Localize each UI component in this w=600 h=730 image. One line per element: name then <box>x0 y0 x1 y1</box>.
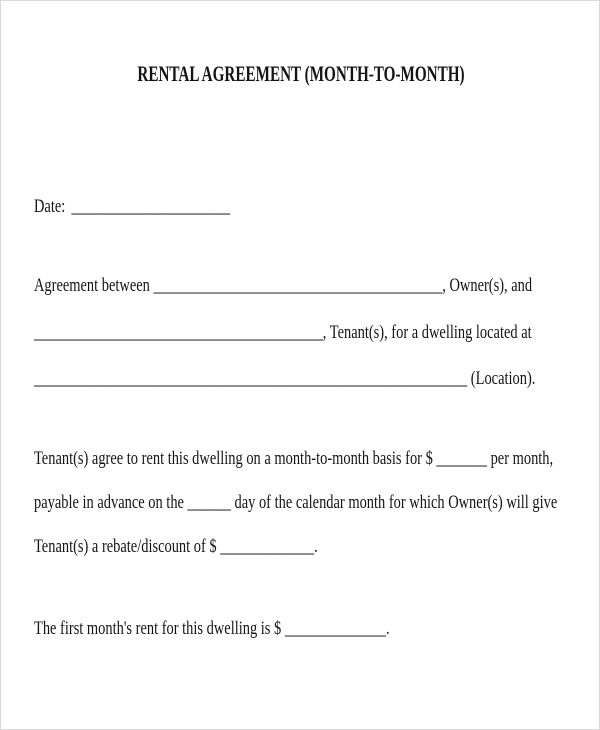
terms-line-rent-amount: Tenant(s) agree to rent this dwelling on a month-to-month basis for $ _______ per month, <box>34 448 554 469</box>
terms-line-rebate: Tenant(s) a rebate/discount of $ _____________. <box>34 536 318 557</box>
date-label: Date: <box>34 196 66 217</box>
parties-line-owners: Agreement between ________________________________________, Owner(s), and <box>34 275 533 296</box>
parties-line-location: ____________________________________________________________ (Location). <box>34 368 536 389</box>
date-line <box>34 194 230 220</box>
date-blank: ______________________ <box>71 196 231 217</box>
terms-line-payment-day: payable in advance on the ______ day of the calendar month for which Owner(s) will give <box>34 492 558 513</box>
first-month-rent-line: The first month's rent for this dwelling is $ ______________. <box>34 618 390 639</box>
terms-paragraph <box>34 437 600 569</box>
parties-line-tenants: ________________________________________, Tenant(s), for a dwelling located at <box>34 321 532 343</box>
document-title: RENTAL AGREEMENT (MONTH-TO-MONTH) <box>137 61 465 86</box>
parties-paragraph <box>34 263 600 403</box>
